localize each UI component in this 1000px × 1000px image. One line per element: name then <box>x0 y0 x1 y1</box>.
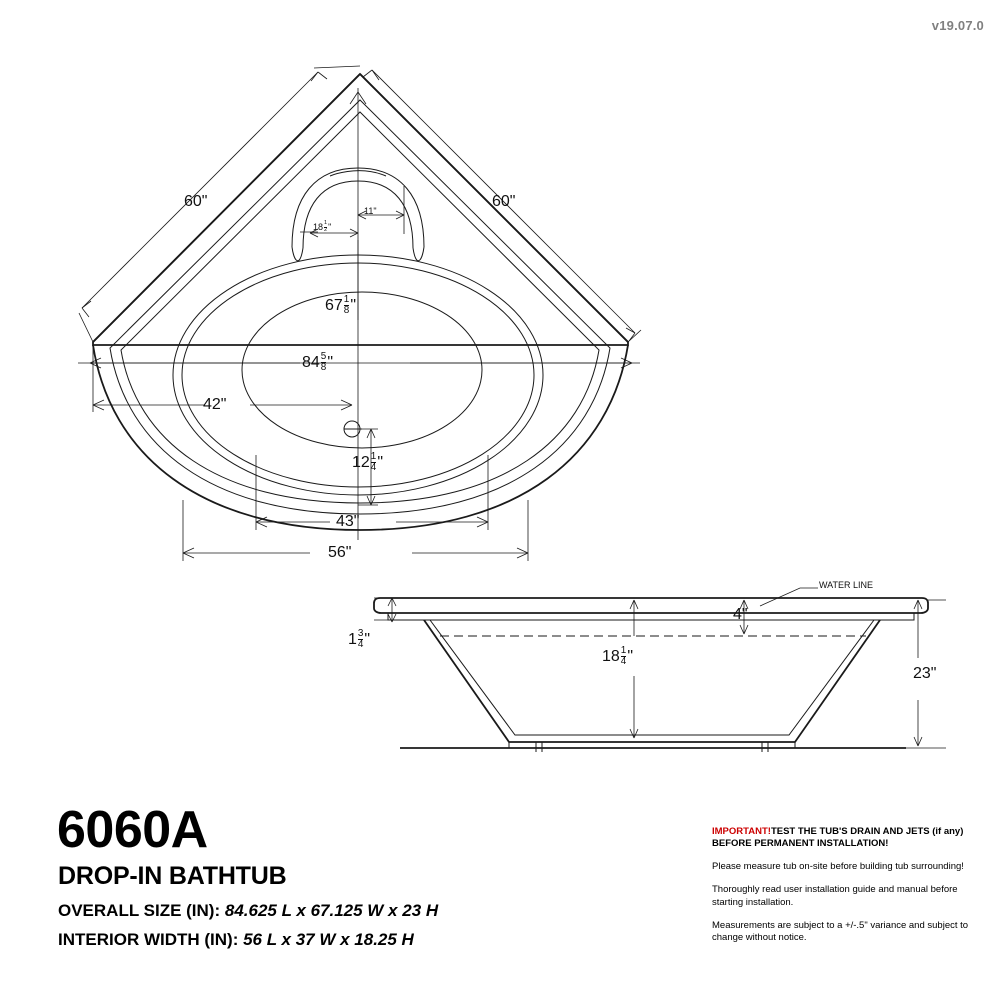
dim-side-left: 60 " <box>184 193 208 210</box>
dim-base-length: 56 " <box>328 544 352 561</box>
interior-width-value: 56 L x 37 W x 18.25 H <box>243 930 414 949</box>
dim-interior-height: 18 $\frac{1}{4}$ " <box>602 645 633 668</box>
dim-rim-thickness: 1 $\frac{3}{4}$ " <box>348 628 371 651</box>
dim-drain-offset: 12 $\frac{1}{4}$ " <box>352 451 383 474</box>
note-read-guide: Thoroughly read user installation guide and manual before starting installation. <box>712 884 958 908</box>
top-view-group <box>78 66 641 561</box>
dim-water-to-rim: 4 " <box>733 606 748 623</box>
model-number: 6060A <box>57 801 208 859</box>
overall-size-label: OVERALL SIZE (IN): <box>58 901 221 920</box>
dim-side-right: 60 " <box>492 193 516 210</box>
dim-headrest-offset: 18 $\frac{1}{2}$ " <box>313 220 332 233</box>
note-important <box>712 826 982 850</box>
water-line-label: WATER LINE <box>819 580 874 590</box>
dim-overall-length: 84 $\frac{5}{8}$ " <box>302 351 333 374</box>
overall-size-value: 84.625 L x 67.125 W x 23 H <box>224 901 439 920</box>
footer-block <box>0 800 1000 1000</box>
important-text: TEST THE TUB'S DRAIN AND JETS (if any) BEFORE PERMANENT INSTALLATION! <box>712 826 964 850</box>
product-type: DROP-IN BATHTUB <box>58 862 287 890</box>
note-variance: Measurements are subject to a +/-.5" variance and subject to change without notice. <box>712 919 969 943</box>
dim-interior-length: 43 " <box>336 513 360 530</box>
important-label: IMPORTANT! <box>712 826 771 837</box>
overall-size-line <box>58 901 438 921</box>
side-view-group <box>374 588 946 752</box>
interior-width-label: INTERIOR WIDTH (IN): <box>58 930 239 949</box>
dim-headrest-width: 11 " <box>364 206 377 216</box>
note-measure: Please measure tub on-site before building tub surrounding! <box>712 861 964 873</box>
installation-notes <box>712 826 982 955</box>
interior-width-line <box>58 930 414 950</box>
dim-overall-height: 23 " <box>913 665 937 682</box>
dim-interior-depth: 42 " <box>203 396 227 413</box>
version-label: v19.07.0 <box>931 18 984 33</box>
dim-overall-width: 67 $\frac{1}{8}$ " <box>325 294 356 317</box>
